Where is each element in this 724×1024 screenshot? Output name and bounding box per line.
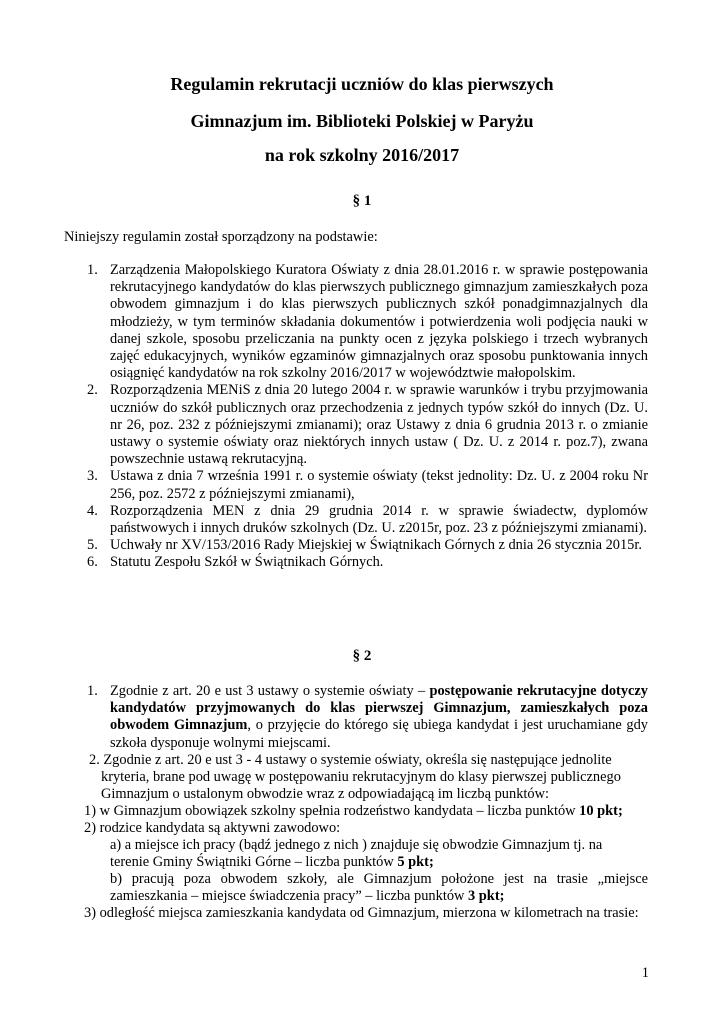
criterion-2a-text: terenie Gminy Świątniki Górne – liczba punktów <box>110 854 398 870</box>
section-1-intro: Niniejszy regulamin został sporządzony na podstawie: <box>64 229 378 245</box>
criterion-1-text: 1) w Gimnazjum obowiązek szkolny spełnia rodzeństwo kandydata – liczba punktów <box>84 803 580 819</box>
list-item-text: Uchwały nr XV/153/2016 Rady Miejskiej w Świątnikach Górnych z dnia 26 stycznia 2015r. <box>110 537 642 554</box>
list-item-number: 5. <box>87 537 98 554</box>
criterion-1 <box>84 803 623 820</box>
list-item-number: 6. <box>87 554 98 571</box>
list-item <box>0 537 648 554</box>
list-item <box>0 468 648 502</box>
section-2-list <box>0 683 648 752</box>
list-item <box>0 382 648 468</box>
list-item <box>0 683 648 752</box>
list-item-text: Zarządzenia Małopolskiego Kuratora Oświaty z dnia 28.01.2016 r. w sprawie postępowania rekrutacyjnego kandydatów do klas pierwszych publicznego gimnazjum zamieszkałych poza obwodem gimnazjum i do klas pierwszych publicznych szkół ponadgimnazjalnych dla młodzieży, w tym terminów składania dokumentów i potwierdzenia woli podjęcia nauki w danej szkole, sposobu przeliczania na punkty ocen z języka polskiego i trzech wybranych zajęć edukacyjnych, wyników egzaminów gimnazjalnych oraz sposobu punktowania innych osiągnięć kandydatów na rok szkolny 2016/2017 w województwie małopolskim. <box>110 262 648 382</box>
list-item-lead: Zgodnie z art. 20 e ust 3 ustawy o systemie oświaty – <box>110 683 430 699</box>
criterion-2b-points: 3 pkt; <box>468 888 505 904</box>
criterion-2: 2) rodzice kandydata są aktywni zawodowo: <box>84 820 341 836</box>
list-item-number: 1. <box>87 262 98 278</box>
criteria-intro-line-3: Gimnazjum o ustalonym obwodzie wraz z odpowiadającą im liczbą punktów: <box>101 786 549 802</box>
list-item-emphasis: postępowanie rekrutacyjne dotyczy kandydatów przyjmowanych do klas pierwszej Gimnazjum, zamieszkałych poza obwodem Gimnazjum <box>110 683 648 734</box>
section-1-list <box>0 262 648 572</box>
list-item-number: 3. <box>87 468 98 485</box>
list-item-tail: , o przyjęcie do którego się ubiega kandydat i jest uruchamiane gdy szkoła dysponuje wolnymi miejscami. <box>110 717 649 751</box>
criteria-intro-line-1: 2. Zgodnie z art. 20 e ust 3 - 4 ustawy o systemie oświaty, określa się następujące jednolite <box>89 752 612 768</box>
list-item <box>0 554 648 571</box>
page-number: 1 <box>641 965 649 981</box>
document-title-line-1: Regulamin rekrutacji uczniów do klas pierwszych <box>170 74 554 94</box>
list-item <box>0 503 648 537</box>
list-item-number: 1. <box>87 683 98 699</box>
section-2-heading: § 2 <box>352 648 372 664</box>
criterion-1-points: 10 pkt; <box>579 803 623 819</box>
section-1-heading: § 1 <box>352 193 372 209</box>
criterion-2b-line-2 <box>110 888 504 905</box>
criterion-2a-line-2 <box>110 854 434 871</box>
criterion-2a-line-1: a) a miejsce ich pracy (bądź jednego z nich ) znajduje się obwodzie Gimnazjum tj. na <box>110 837 603 853</box>
list-item-text: Ustawa z dnia 7 września 1991 r. o systemie oświaty (tekst jednolity: Dz. U. z 2004 roku Nr 256, poz. 2572 z późniejszymi zmianami), <box>110 468 648 502</box>
criterion-2a-points: 5 pkt; <box>397 854 434 870</box>
list-item-text: Rozporządzenia MENiS z dnia 20 lutego 2004 r. w sprawie warunków i trybu przyjmowania uczniów do szkół publicznych oraz przechodzenia z jednych typów szkół do innych (Dz. U. nr 26, poz. 232 z późniejszymi zmianami); oraz Ustawy z dnia 6 grudnia 2013 r. o zmianie ustawy o systemie oświaty oraz niektórych innych ustaw ( Dz. U. z 2014 r. poz.7), zwana powszechnie ustawą rekrutacyjną. <box>110 382 648 468</box>
list-item-text: Statutu Zespołu Szkół w Świątnikach Górnych. <box>110 554 384 571</box>
list-item-number: 4. <box>87 502 98 519</box>
criterion-3: 3) odległość miejsca zamieszkania kandydata od Gimnazjum, mierzona w kilometrach na trasie: <box>84 905 639 921</box>
list-item-number: 2. <box>87 382 98 399</box>
list-item <box>0 262 648 382</box>
list-item-text: Rozporządzenia MEN z dnia 29 grudnia 2014 r. w sprawie świadectw, dyplomów państwowych i innych druków szkolnych (Dz. U. z2015r, poz. 23 z późniejszymi zmianami). <box>110 502 648 537</box>
criterion-2b-line-1: b) pracują poza obwodem szkoły, ale Gimnazjum położone jest na trasie „miejsce <box>110 871 648 887</box>
document-title-line-2: Gimnazjum im. Biblioteki Polskiej w Paryżu <box>190 111 534 131</box>
criteria-intro-line-2: kryteria, brane pod uwagę w postępowaniu rekrutacyjnym do klasy pierwszej publicznego <box>101 769 621 785</box>
criterion-2b-text: zamieszkania – miejsce świadczenia pracy” – liczba punktów <box>110 888 469 904</box>
document-title-line-3: na rok szkolny 2016/2017 <box>264 145 460 165</box>
